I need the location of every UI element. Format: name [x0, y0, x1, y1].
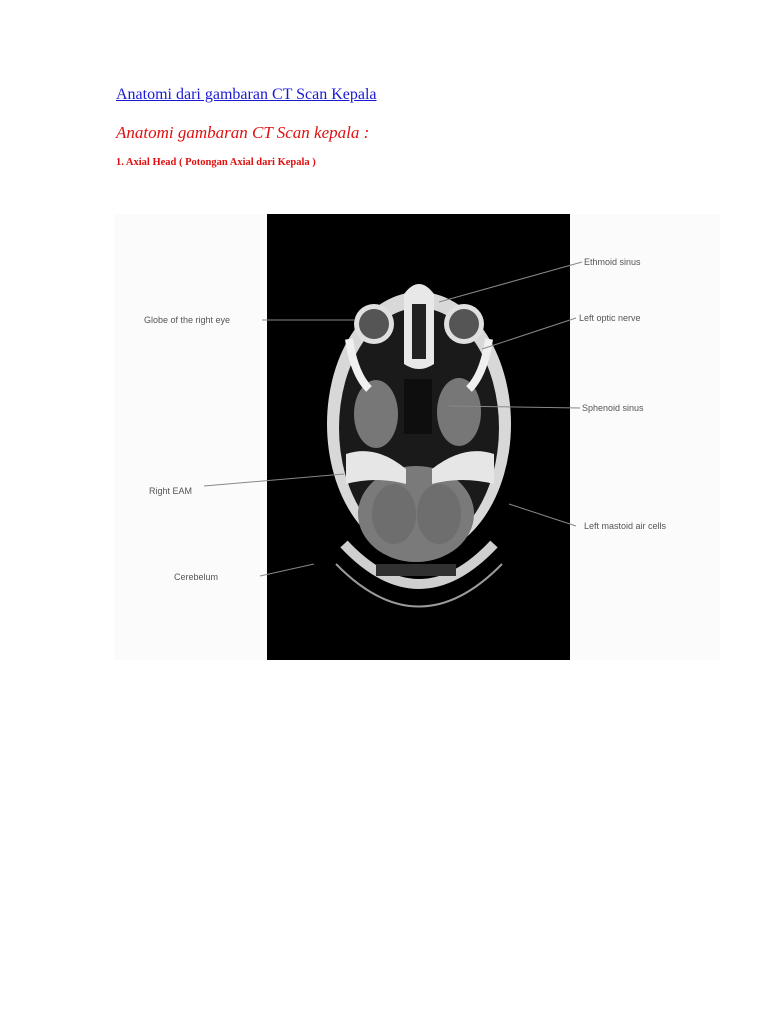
document-title-link[interactable]: Anatomi dari gambaran CT Scan Kepala — [116, 86, 377, 103]
skull — [327, 284, 511, 607]
label-sphenoid-sinus: Sphenoid sinus — [582, 403, 644, 413]
section-heading: 1. Axial Head ( Potongan Axial dari Kepala ) — [116, 157, 316, 168]
ct-scan-figure — [114, 214, 720, 660]
label-cerebellum: Cerebelum — [174, 572, 219, 582]
label-left-mastoid-air-cells: Left mastoid air cells — [584, 521, 667, 531]
label-left-optic-nerve: Left optic nerve — [579, 313, 641, 323]
ct-scan-image — [114, 214, 720, 660]
label-globe-right-eye: Globe of the right eye — [144, 315, 231, 325]
document-subtitle: Anatomi gambaran CT Scan kepala : — [116, 123, 370, 142]
label-ethmoid-sinus: Ethmoid sinus — [584, 257, 641, 267]
label-right-eam: Right EAM — [149, 486, 193, 496]
